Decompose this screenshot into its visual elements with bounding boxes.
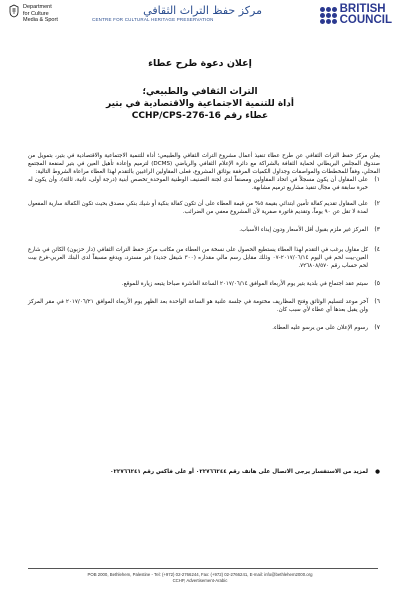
footer-reference: CCHP, Advertisement-Arabic <box>172 578 228 583</box>
project-title-line-1: التراث الثقافي والطبيعي؛ <box>142 87 258 97</box>
dcms-logo <box>8 4 58 24</box>
footer <box>0 572 400 584</box>
intro-paragraph: يعلن مركز حفظ التراث الثقافي عن طرح عطاء تنفيذ أعمال مشروع التراث الثقافي والطبيعي؛ أداة للتنمية الاجتماعية والاقتصادية في بتير، بتمويل من صندوق المجلس البريطاني لحماية الثقافة بالشراكة مع دائرة الإعلام الثقافي والرياضي (DCMS) لترميم وإعادة تأهيل العين في بتير لمنفعة المجتمع المحلي، وفقاً للمخططات والمواصفات وجداول الكميات المرفقة بوثائق المشروع، فعلى المقاولين الراغبين بالتقدم لهذا العطاء مراعاة الشروط التالية: <box>28 153 381 175</box>
british-council-name: BRITISH COUNCIL <box>339 3 392 26</box>
condition-item: ٣) المركز غير ملزم بقبول أقل الأسعار ودون إبداء الأسباب. <box>239 226 380 233</box>
letterhead <box>0 0 400 40</box>
condition-item: ٦) آخر موعد لتسليم الوثائق وفتح المظاريف مختومة في جلسة علنية هو الساعة الواحدة بعد الظهر يوم الأربعاء الموافق ٢٠١٧/٠٦/٢١ في مقر المركز ولن يقبل بعدها أي عطاء لأي سبب كان. <box>28 298 380 313</box>
chcp-arabic-name: مركز حفظ التراث الثقافي <box>143 4 262 17</box>
project-title <box>0 86 400 122</box>
chcp-english-name: CENTRE FOR CULTURAL HERITAGE PRESERVATION <box>92 17 214 22</box>
ad-title: إعلان دعوة طرح عطاء <box>148 58 252 69</box>
condition-item: ٢) على المقاول تقديم كفالة تأمين ابتدائي بقيمة ٥% من قيمة العطاء على أن تكون كفالة بنكية أو شيك بنكي مصدق بحيث تكون الكفالة سارية المفعول لمدة لا تقل عن ٩٠ يوماً، وتقديم فاتورة صفرية لأن المشروع معفي من الضرائب. <box>28 200 380 215</box>
project-title-line-2: أداة للتنمية الاجتماعية والاقتصادية في بتير <box>106 99 294 109</box>
condition-item: ١) على المقاول أن يكون مسجلاً في اتحاد المقاولين ومصنفاً لدى لجنة التصنيف الوطنية الموحدة_تخصص أبنية (درجة أولى، ثانية، ثالثة)، وأن يكون له خبرة سابقة في مجال تنفيذ مشاريع ترميم مشابهة. <box>28 176 380 191</box>
footer-address: POB 2000, Bethlehem, Palestine - Tel: (+972) 02-2766244, Fax: (+972) 02-2766241, E-mail: info@bethlehem2000.org <box>87 572 313 577</box>
contact-info: ● لمزيد من الاستفسار يرجى الاتصال على هاتف رقم ٠٢٢٧٦٦٢٤٤ أو على فاكس رقم ٠٢٢٧٦٦٢٤١ <box>110 469 380 475</box>
crest-icon <box>8 4 20 18</box>
condition-item: ٤) كل مقاول يرغب في التقدم لهذا العطاء يستطيع الحصول على نسخة من العطاء من مكاتب مركز حفظ التراث الثقافي (دار حزبون) الكائن في شارع العين-بيت لحم في اليوم ٢٠١٧/٠٦/١٤-٠٧ وذلك مقابل رسم مالي مقداره (٣٠٠ شيقل جديد) غير مسترد، ويدفع مسبقاً لدى البنك العربي-فرع بيت لحم حساب رقم ٧٢٦٨٠٨/٥٧٠. <box>28 246 380 269</box>
chcp-logo <box>92 4 262 30</box>
conditions-list <box>28 176 380 332</box>
footer-divider <box>28 568 378 569</box>
tender-number: عطاء رقم CCHP/CPS-276-16 <box>131 111 269 121</box>
dcms-name: Department for Culture Media & Sport <box>23 4 58 23</box>
dots-icon <box>320 7 337 24</box>
bullet-icon: ● <box>375 469 380 475</box>
condition-item: ٧) رسوم الإعلان على من يرسو عليه العطاء. <box>272 324 380 331</box>
condition-item: ٥) سيتم عقد اجتماع في بلدية بتير يوم الأربعاء الموافق ٢٠١٧/٠٦/١٤ الساعة العاشرة صباحا يتبعه زيارة للموقع. <box>121 280 380 287</box>
british-council-logo <box>320 4 392 26</box>
